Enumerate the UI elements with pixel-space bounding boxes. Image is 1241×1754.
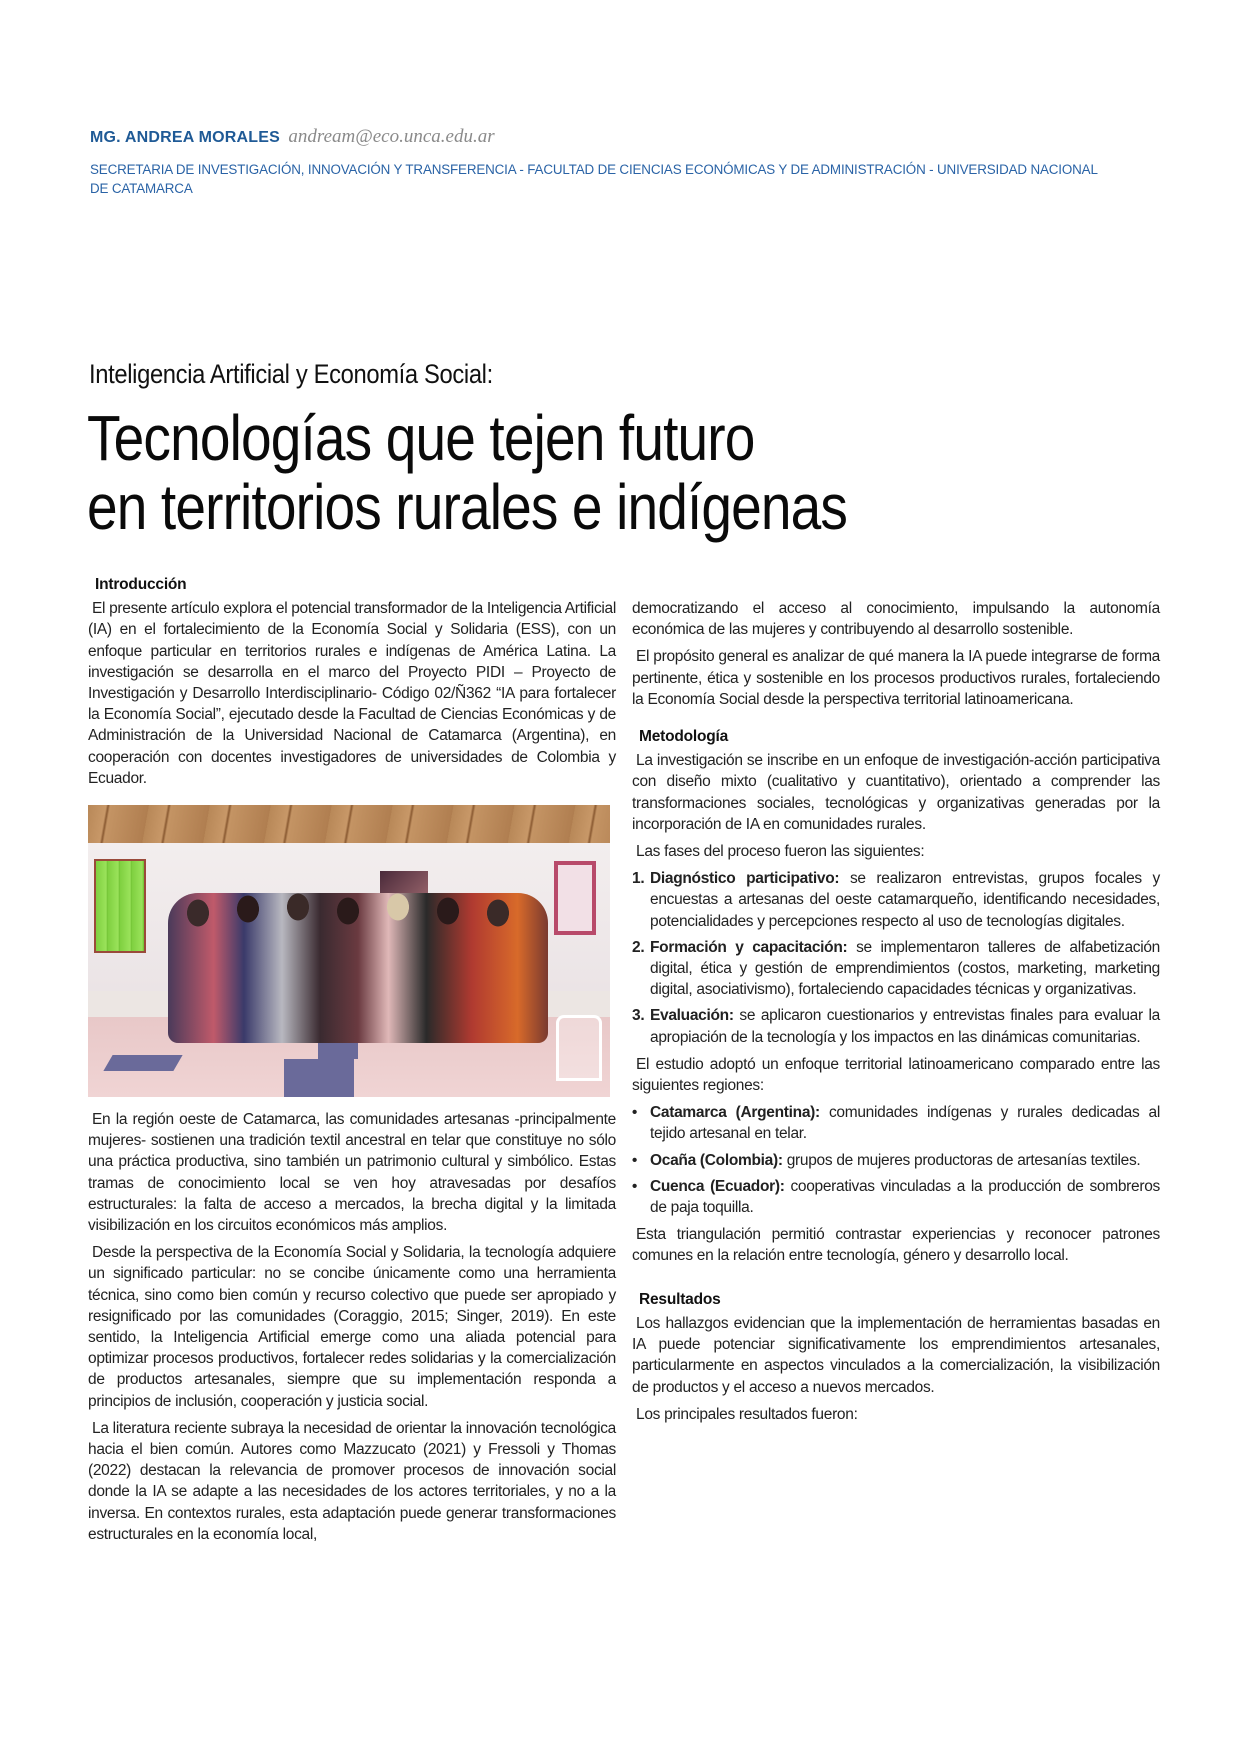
- group-photo: [88, 805, 610, 1097]
- author-name: MG. ANDREA MORALES: [90, 129, 280, 146]
- photo-group-of-people: [168, 893, 548, 1043]
- phase-number: 3.: [632, 1007, 645, 1025]
- intro-paragraph-1: El presente artículo explora el potencial transformador de la Inteligencia Artificial (IA) en el fortalecimiento de la Economía Social y Solidaria (ESS), con un enfoque particular en territorios rurales e indígenas de América Latina. La investigación se desarrolla en el marco del Proyecto PIDI – Proyecto de Investigación y Desarrollo Interdisciplinario- Código 02/Ñ362 “IA para fortalecer la Economía Social”, ejecutado desde la Facultad de Ciencias Económicas y de Administración de la Universidad Nacional de Catamarca (Argentina), en cooperación con docentes investigadores de universidades de Colombia y Ecuador.: [88, 600, 616, 787]
- photo-window-right: [554, 861, 596, 935]
- phases-list: [632, 868, 1160, 1048]
- resultados-paragraph-2: Los principales resultados fueron:: [636, 1405, 858, 1423]
- intro-paragraph-2: En la región oeste de Catamarca, las comunidades artesanas -principalmente mujeres- sostienen una tradición textil ancestral en telar que constituye no sólo una práctica productiva, sino también un patrimonio cultural y simbólico. Estas tramas de conocimiento local se ven hoy atravesadas por desafíos estructurales: la falta de acceso a mercados, la brecha digital y la limitada visibilización en los circuitos económicos más amplios.: [88, 1111, 616, 1235]
- region-item: [632, 1176, 1160, 1218]
- intro-paragraph-3: Desde la perspectiva de la Economía Social y Solidaria, la tecnología adquiere un significado particular: no se concibe únicamente como una herramienta técnica, sino como bien común y recurso colectivo que puede ser apropiado y resignificado por las comunidades (Coraggio, 2015; Singer, 2019). En este sentido, la Inteligencia Artificial emerge como una aliada potencial para optimizar procesos productivos, fortalecer redes solidarias y la comercialización de productos artesanales, siempre que su implementación responda a principios de inclusión, cooperación y justicia social.: [88, 1244, 616, 1410]
- article-subtitle: Inteligencia Artificial y Economía Social:: [89, 359, 493, 389]
- phase-text: se aplicaron cuestionarios y entrevistas finales para evaluar la apropiación de la tecnología y los impactos en las dinámicas comunitarias.: [650, 1007, 1161, 1046]
- section-heading-resultados: Resultados: [639, 1290, 721, 1308]
- phase-number: 1.: [632, 870, 645, 888]
- phase-item: [632, 868, 1160, 932]
- phase-label: Evaluación:: [650, 1007, 734, 1025]
- photo-floor-tile: [103, 1055, 182, 1071]
- metodologia-paragraph-2: Las fases del proceso fueron las siguientes:: [636, 843, 925, 861]
- right-column: [632, 598, 1160, 1431]
- region-text: comunidades indígenas y rurales dedicadas al tejido artesanal en telar.: [650, 1104, 1160, 1143]
- section-heading-introduccion: Introducción: [95, 576, 187, 593]
- bullet-icon: •: [632, 1104, 637, 1122]
- intro-paragraph-4: La literatura reciente subraya la necesidad de orientar la innovación tecnológica hacia el bien común. Autores como Mazzucato (2021) y Fressoli y Thomas (2022) destacan la relevancia de promover procesos de innovación social donde la IA se adapte a las necesidades de los actores territoriales, y no a la inversa. En contextos rurales, esta adaptación puede generar transformaciones estructurales en la economía local,: [88, 1419, 616, 1543]
- metodologia-paragraph-3: El estudio adoptó un enfoque territorial latinoamericano comparado entre las siguientes regiones:: [632, 1055, 1160, 1095]
- phase-label: Formación y capacitación:: [650, 938, 848, 956]
- title-line-2: en territorios rurales e indígenas: [87, 471, 848, 543]
- region-text: cooperativas vinculadas a la producción de sombreros de paja toquilla.: [650, 1177, 1160, 1217]
- section-heading-metodologia: Metodología: [639, 728, 729, 746]
- author-block: [90, 126, 1150, 198]
- region-item: [632, 1150, 1160, 1171]
- article-title: [87, 404, 847, 542]
- photo-floor-tile: [284, 1059, 354, 1097]
- phase-text: se realizaron entrevistas, grupos focales y encuestas a artesanas del oeste catamarqueño, identificando necesidades, potencialidades y percepciones respecto al uso de tecnologías digitales.: [650, 870, 1160, 930]
- author-affiliation: SECRETARIA DE INVESTIGACIÓN, INNOVACIÓN Y TRANSFERENCIA - FACULTAD DE CIENCIAS ECONÓMICAS Y DE ADMINISTRACIÓN - UNIVERSIDAD NACIONAL DE CATAMARCA: [90, 162, 1098, 196]
- region-label: Ocaña (Colombia):: [650, 1151, 783, 1169]
- bullet-icon: •: [632, 1177, 637, 1195]
- author-email[interactable]: andream@eco.unca.edu.ar: [288, 126, 495, 147]
- resultados-paragraph-1: Los hallazgos evidencian que la implementación de herramientas basadas en IA puede potenciar significativamente los emprendimientos artesanales, particularmente en aspectos vinculados a la comercialización, la visibilización de productos y el acceso a nuevos mercados.: [632, 1314, 1160, 1396]
- phase-number: 2.: [632, 938, 645, 956]
- region-text: grupos de mujeres productoras de artesanías textiles.: [786, 1151, 1141, 1169]
- metodologia-paragraph-4: Esta triangulación permitió contrastar experiencias y reconocer patrones comunes en la relación entre tecnología, género y desarrollo local.: [632, 1226, 1160, 1265]
- phase-text: se implementaron talleres de alfabetización digital, ética y gestión de emprendimientos (costos, marketing, marketing digital, asociativismo), fortaleciendo capacidades técnicas y organizativas.: [650, 938, 1160, 999]
- phase-item: [632, 937, 1160, 1001]
- photo-chair: [556, 1015, 602, 1081]
- phase-label: Diagnóstico participativo:: [650, 870, 840, 888]
- bullet-icon: •: [632, 1151, 637, 1169]
- author-line: [90, 126, 1150, 149]
- photo-ceiling: [88, 805, 610, 843]
- region-label: Catamarca (Argentina):: [650, 1104, 820, 1122]
- regions-list: [632, 1102, 1160, 1218]
- intro-paragraph-5: El propósito general es analizar de qué manera la IA puede integrarse de forma pertinente, ética y sostenible en los procesos productivos rurales, fortaleciendo la Economía Social desde la perspectiva territorial latinoamericana.: [632, 648, 1160, 708]
- left-column: [88, 574, 616, 1551]
- intro-paragraph-4-continued: democratizando el acceso al conocimiento, impulsando la autonomía económica de las mujeres y contribuyendo al desarrollo sostenible.: [632, 600, 1160, 639]
- region-label: Cuenca (Ecuador):: [650, 1177, 785, 1195]
- region-item: [632, 1102, 1160, 1144]
- photo-window-left: [94, 859, 146, 953]
- phase-item: [632, 1005, 1160, 1047]
- metodologia-paragraph-1: La investigación se inscribe en un enfoque de investigación-acción participativa con diseño mixto (cualitativo y cuantitativo), orientado a comprender las transformaciones sociales, tecnológicas y organizativas generadas por la incorporación de IA en comunidades rurales.: [632, 752, 1160, 833]
- title-line-1: Tecnologías que tejen futuro: [87, 402, 755, 474]
